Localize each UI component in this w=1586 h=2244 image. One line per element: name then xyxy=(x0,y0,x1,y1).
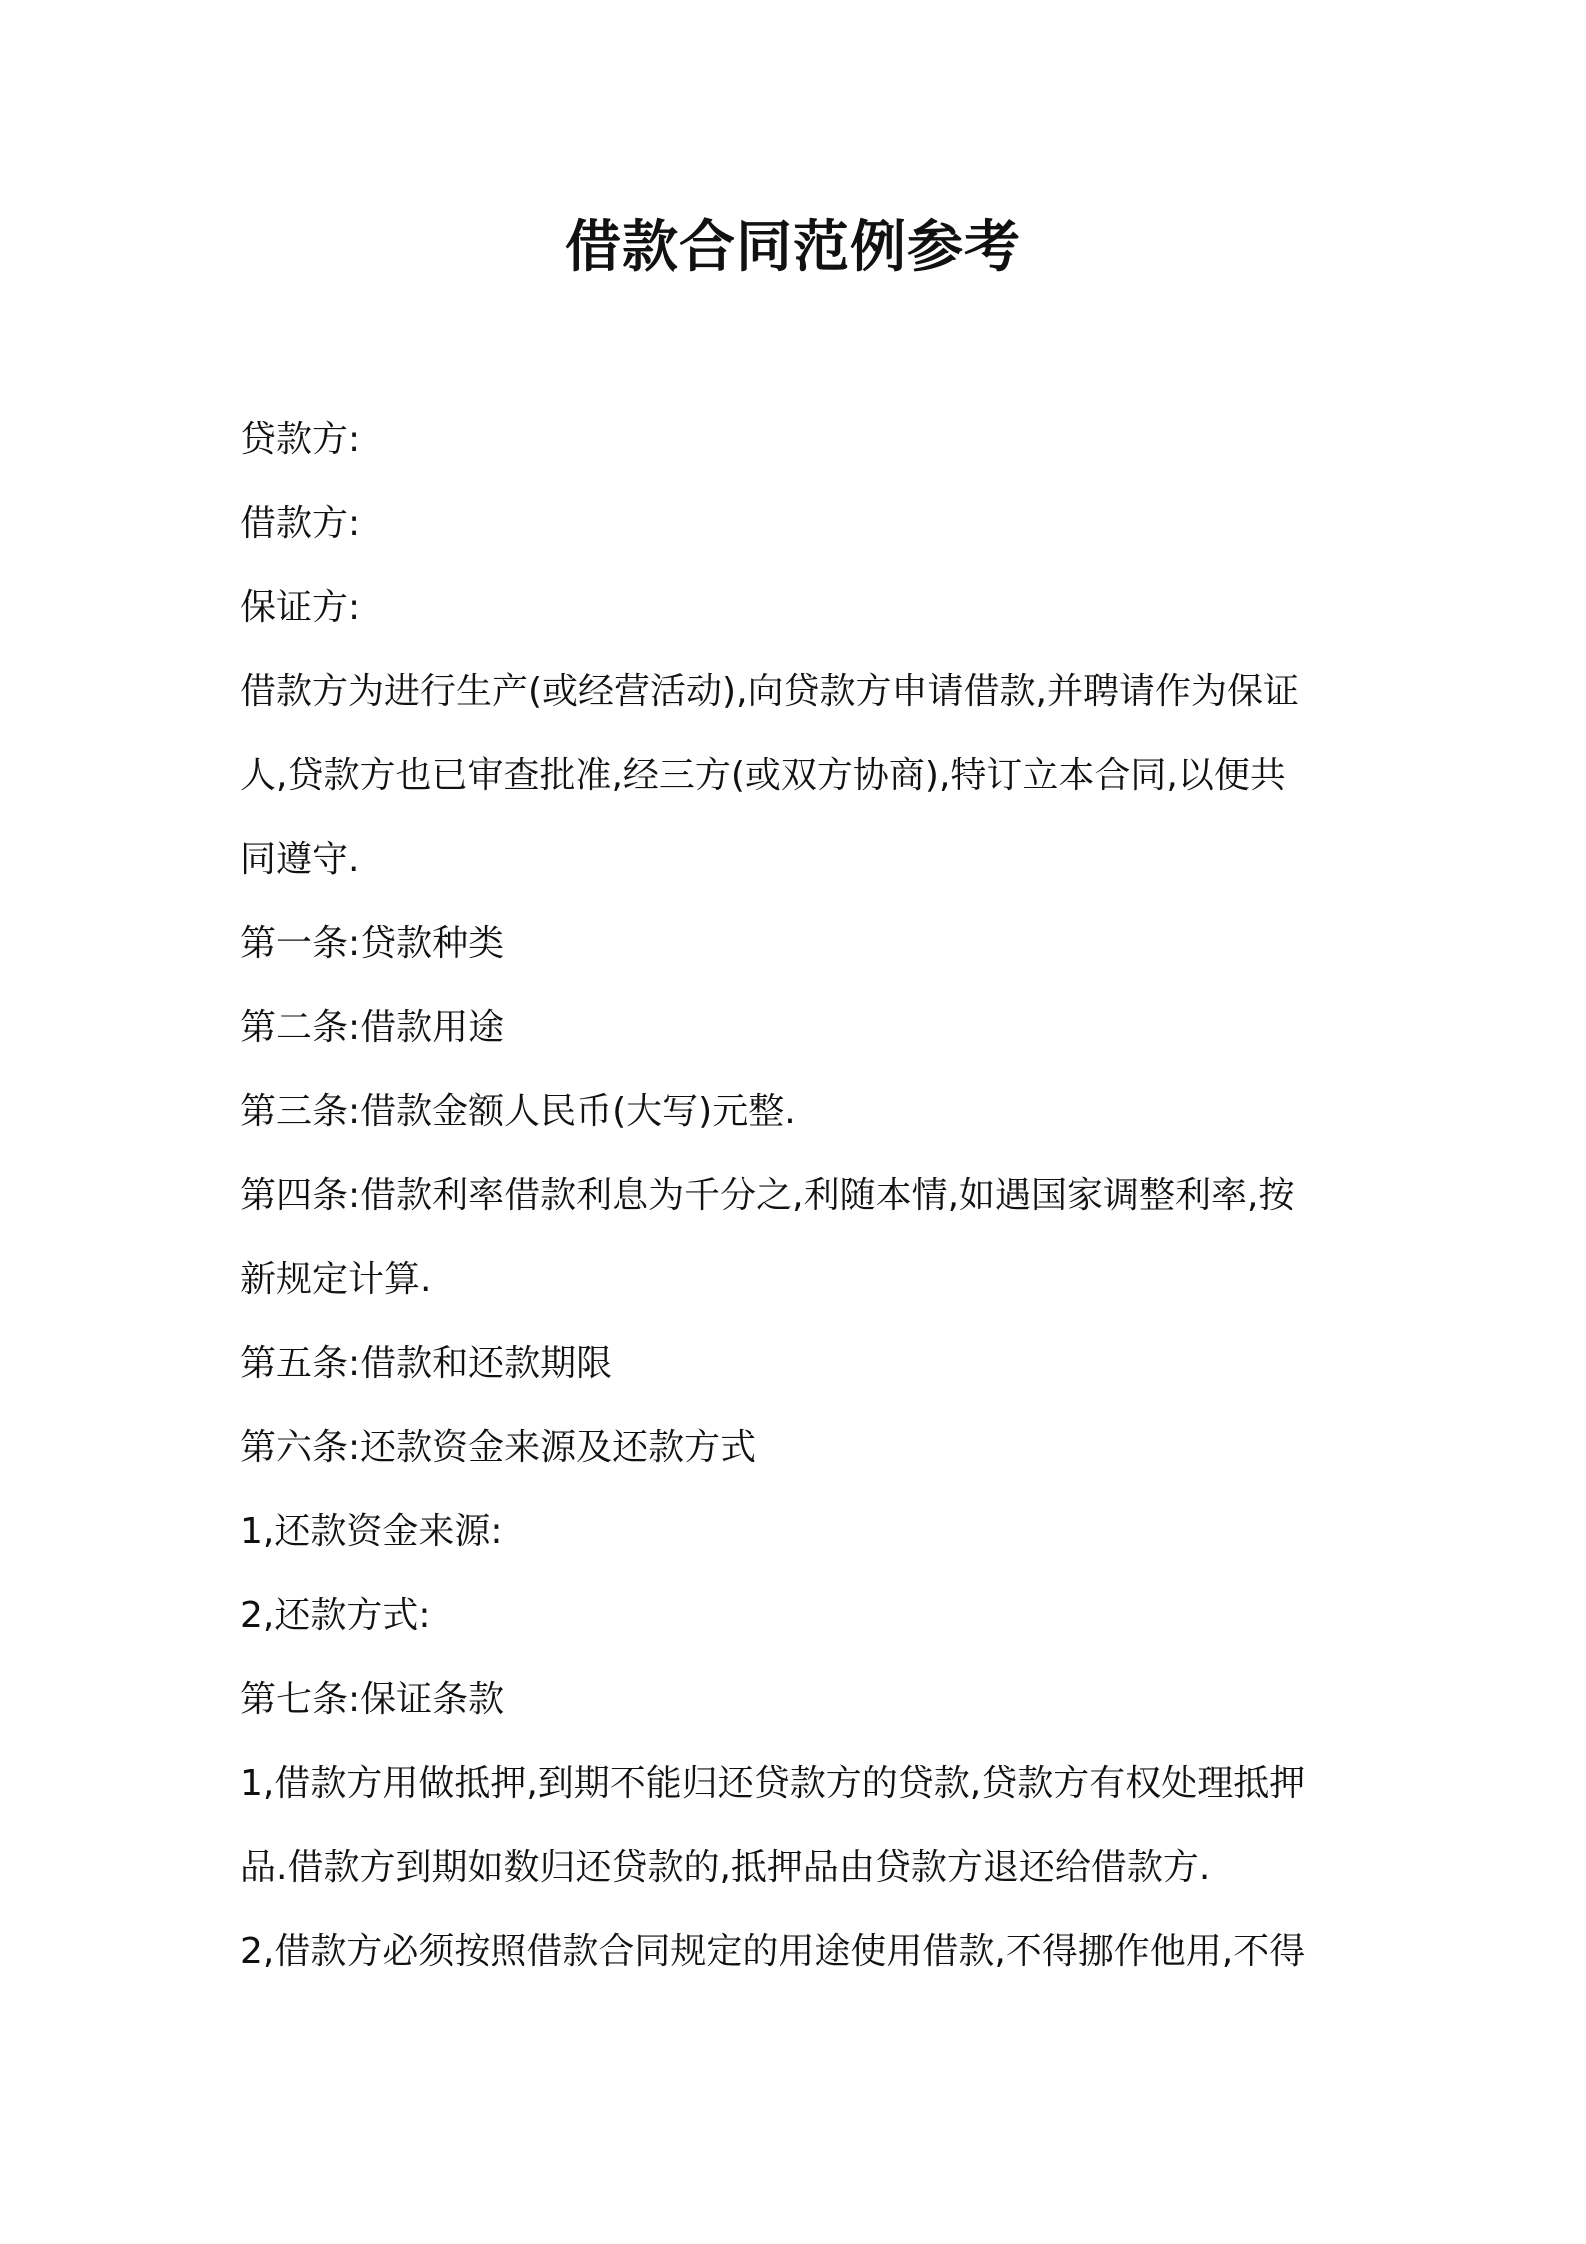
text-line: 第五条:借款和还款期限 xyxy=(240,1343,613,1384)
text-line: 2,借款方必须按照借款合同规定的用途使用借款,不得挪作他用,不得 xyxy=(240,1931,1306,1972)
text-line: 1,还款资金来源: xyxy=(240,1511,503,1552)
text-line: 贷款方: xyxy=(240,419,361,460)
text-line: 同遵守. xyxy=(240,839,360,880)
article-3 xyxy=(240,1070,1360,1154)
article-6 xyxy=(240,1406,1360,1490)
text-line: 保证方: xyxy=(240,587,361,628)
article-5 xyxy=(240,1322,1360,1406)
text-line: 人,贷款方也已审查批准,经三方(或双方协商),特订立本合同,以便共 xyxy=(240,755,1286,796)
article-4 xyxy=(240,1154,1360,1322)
text-line: 第三条:借款金额人民币(大写)元整. xyxy=(240,1091,796,1132)
text-line: 第二条:借款用途 xyxy=(240,1007,505,1048)
preamble-paragraph xyxy=(240,650,1360,902)
guarantor-line xyxy=(240,566,1360,650)
text-line: 第四条:借款利率借款利息为千分之,利随本情,如遇国家调整利率,按 xyxy=(240,1175,1295,1216)
text-line: 1,借款方用做抵押,到期不能归还贷款方的贷款,贷款方有权处理抵押 xyxy=(240,1763,1306,1804)
article-7-item-1 xyxy=(240,1742,1360,1910)
article-7 xyxy=(240,1658,1360,1742)
document-body xyxy=(240,398,1360,1994)
text-line: 新规定计算. xyxy=(240,1259,432,1300)
article-2 xyxy=(240,986,1360,1070)
borrower-line xyxy=(240,482,1360,566)
text-line: 品.借款方到期如数归还贷款的,抵押品由贷款方退还给借款方. xyxy=(240,1847,1211,1888)
text-line: 借款方为进行生产(或经营活动),向贷款方申请借款,并聘请作为保证 xyxy=(240,671,1299,712)
article-6-item-2 xyxy=(240,1574,1360,1658)
text-line: 第一条:贷款种类 xyxy=(240,923,505,964)
lender-line xyxy=(240,398,1360,482)
text-line: 借款方: xyxy=(240,503,361,544)
article-6-item-1 xyxy=(240,1490,1360,1574)
text-line: 第七条:保证条款 xyxy=(240,1679,505,1720)
article-7-item-2 xyxy=(240,1910,1360,1994)
article-1 xyxy=(240,902,1360,986)
text-line: 2,还款方式: xyxy=(240,1595,431,1636)
document-title: 借款合同范例参考 xyxy=(565,215,1021,280)
text-line: 第六条:还款资金来源及还款方式 xyxy=(240,1427,757,1468)
